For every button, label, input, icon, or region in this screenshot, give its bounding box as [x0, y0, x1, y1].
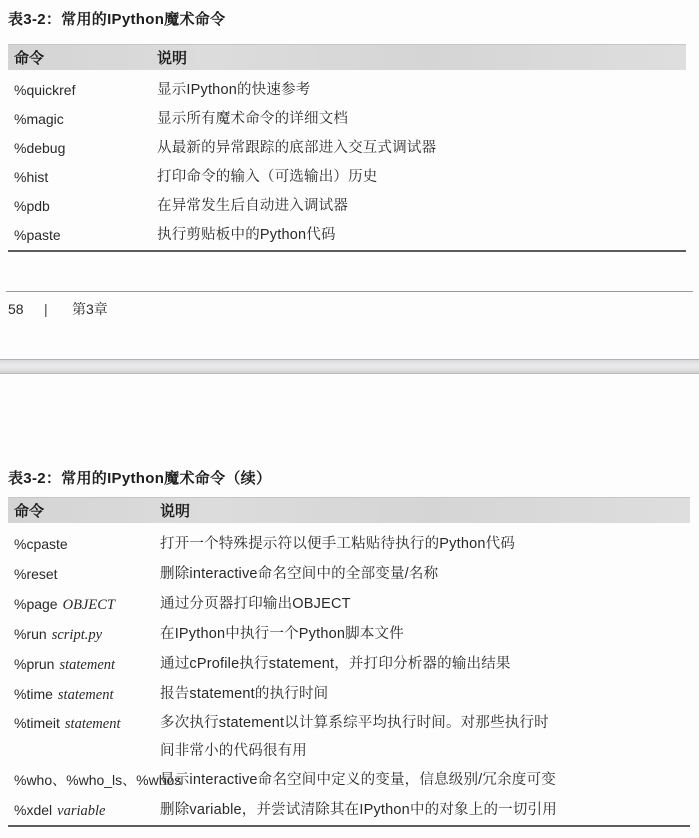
table-row: [8, 163, 686, 192]
description-cell: [160, 679, 690, 709]
command-text: %debug: [14, 140, 66, 156]
command-text: %quickref: [14, 82, 76, 98]
column-header-description: 说明: [157, 50, 188, 67]
command-arg: script.py: [51, 627, 103, 643]
description-cell: [160, 795, 690, 825]
table-row: [8, 765, 690, 795]
table-caption: 表3-2：常用的IPython魔术命令: [8, 11, 226, 28]
table-row: [8, 192, 686, 221]
description-line: 显示interactive命名空间中定义的变量，信息级别/冗余度可变: [160, 772, 556, 788]
description-line: 通过cProfile执行statement，并打印分析器的输出结果: [160, 656, 511, 672]
table-row: [8, 529, 690, 559]
description-line: 删除interactive命名空间中的全部变量/名称: [160, 566, 439, 582]
chapter-label: 第3章: [72, 301, 108, 317]
command-cell: [14, 105, 157, 134]
command-text: %xdel: [14, 802, 53, 818]
description-line: 多次执行statement以计算系综平均执行时间。对那些执行时: [160, 715, 549, 731]
table-row: [8, 76, 686, 105]
description-cell: 显示IPython的快速参考: [157, 82, 311, 98]
command-cell: [14, 679, 160, 709]
page-footer: [8, 299, 108, 319]
page-number: 58: [8, 301, 24, 317]
table-row: [8, 795, 690, 825]
command-text: %magic: [14, 111, 64, 127]
description-cell: [160, 619, 690, 649]
description-cell: [160, 709, 690, 765]
command-arg: statement: [57, 687, 114, 703]
table-body: [8, 70, 686, 252]
command-cell: [14, 619, 160, 649]
command-cell: [14, 559, 160, 589]
column-header-command: 命令: [14, 50, 45, 67]
magic-commands-table: [8, 44, 686, 252]
command-text: %timeit: [14, 715, 60, 731]
command-cell: [14, 529, 160, 559]
command-cell: [14, 649, 160, 679]
footer-separator: |: [44, 301, 48, 317]
table-row: [8, 709, 690, 765]
table-row: [8, 649, 690, 679]
description-line: 报告statement的执行时间: [160, 686, 329, 702]
table-header-row: [8, 497, 690, 523]
table-header-row: [8, 44, 686, 70]
description-cell: [160, 529, 690, 559]
command-text: %pdb: [14, 198, 50, 214]
description-cell: 显示所有魔术命令的详细文档: [157, 111, 349, 127]
table-row: [8, 134, 686, 163]
footer-rule: [6, 291, 693, 292]
command-text: %hist: [14, 169, 49, 185]
description-line: 在IPython中执行一个Python脚本文件: [160, 626, 404, 642]
description-line: 删除variable，并尝试清除其在IPython中的对象上的一切引用: [160, 802, 557, 818]
table-row: [8, 559, 690, 589]
description-line: 通过分页器打印输出OBJECT: [160, 596, 351, 612]
table-row: [8, 589, 690, 619]
command-cell: [14, 76, 157, 105]
magic-commands-table-continued: [8, 497, 690, 827]
command-arg: OBJECT: [62, 597, 115, 613]
table-row: [8, 679, 690, 709]
description-cell: [160, 559, 690, 589]
command-cell: [14, 589, 160, 619]
command-cell: [14, 765, 182, 795]
command-cell: [14, 709, 160, 765]
table-caption-continued: 表3-2：常用的IPython魔术命令（续）: [8, 470, 272, 487]
command-text: %run: [14, 626, 47, 642]
table-row: [8, 221, 686, 250]
command-text: %who、%who_ls、%whos: [14, 772, 182, 788]
table-row: [8, 105, 686, 134]
description-cell: 在异常发生后自动进入调试器: [157, 198, 349, 214]
description-line: 打开一个特殊提示符以便手工粘贴待执行的Python代码: [160, 536, 516, 552]
command-text: %paste: [14, 227, 61, 243]
description-cell: 从最新的异常跟踪的底部进入交互式调试器: [157, 140, 437, 156]
description-line: 间非常小的代码很有用: [160, 743, 307, 759]
command-text: %time: [14, 686, 53, 702]
column-header-description: 说明: [160, 503, 191, 520]
command-cell: [14, 163, 157, 192]
command-arg: statement: [59, 657, 116, 673]
scan-divider: [0, 359, 699, 374]
command-text: %cpaste: [14, 536, 68, 552]
command-text: %page: [14, 596, 58, 612]
description-cell: 执行剪贴板中的Python代码: [157, 227, 336, 243]
command-text: %prun: [14, 656, 55, 672]
column-header-command: 命令: [14, 503, 45, 520]
command-cell: [14, 134, 157, 163]
command-cell: [14, 192, 157, 221]
command-text: %reset: [14, 566, 58, 582]
command-arg: variable: [57, 803, 106, 819]
command-cell: [14, 795, 160, 825]
description-cell: [160, 589, 690, 619]
description-cell: [160, 649, 690, 679]
description-cell: 打印命令的输入（可选输出）历史: [157, 169, 378, 185]
description-cell: [160, 765, 690, 795]
table-row: [8, 619, 690, 649]
command-cell: [14, 221, 157, 250]
table-body: [8, 523, 690, 827]
command-arg: statement: [64, 716, 121, 732]
